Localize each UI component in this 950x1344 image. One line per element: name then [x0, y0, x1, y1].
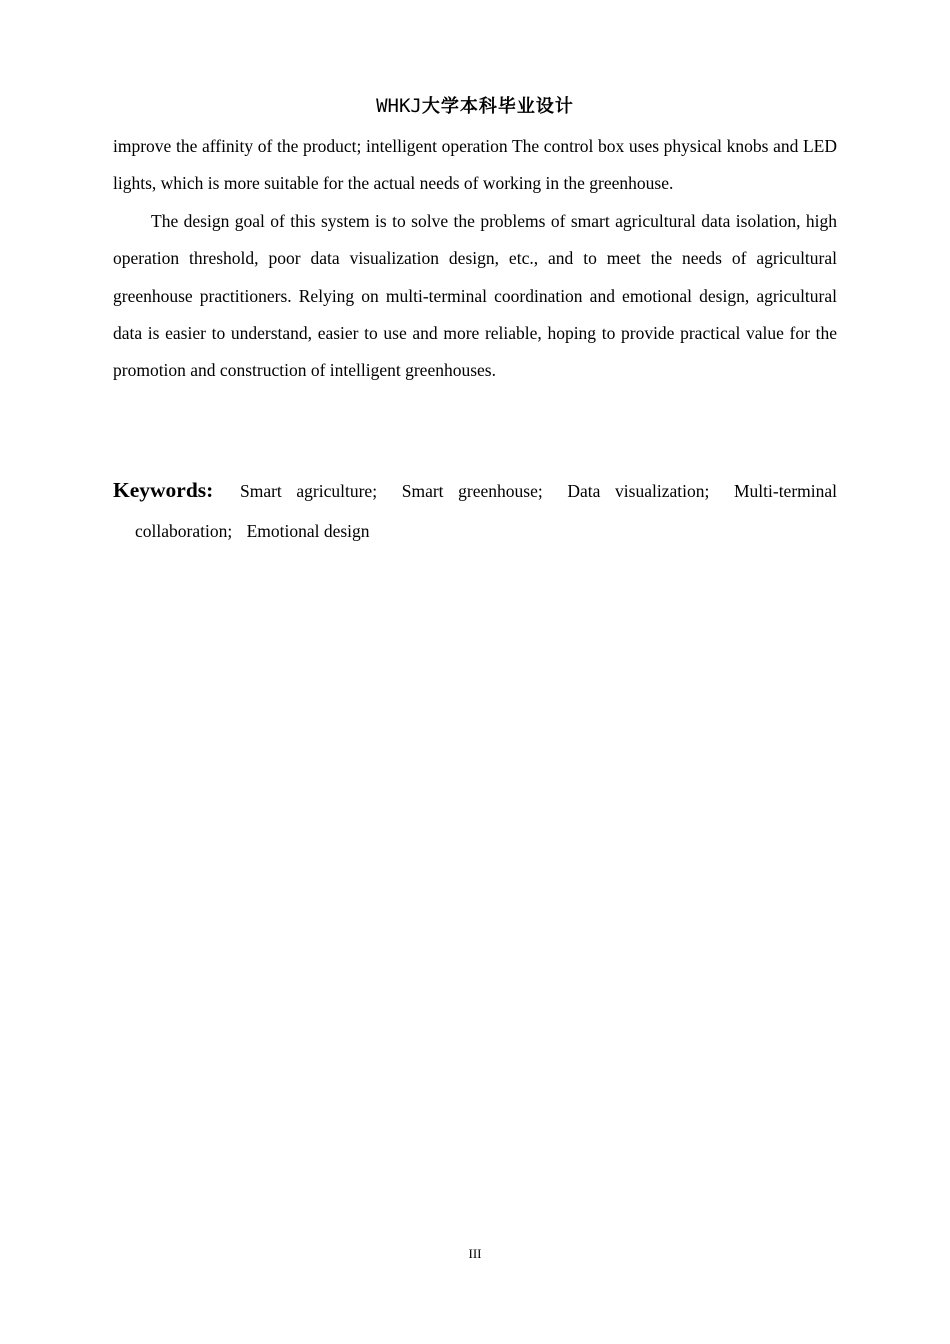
keyword-item: Multi-terminal: [733, 481, 838, 501]
header-chinese: 大学本科毕业设计: [421, 96, 574, 117]
abstract-body: [113, 128, 837, 390]
keywords-line: [113, 470, 837, 512]
keyword-item: collaboration;: [135, 521, 233, 541]
keyword-item: Smart agriculture;: [239, 481, 378, 501]
paragraph: improve the affinity of the product; intelligent operation The control box uses physical knobs and LED lights, which is more suitable for the actual needs of working in the greenhouse.: [113, 136, 837, 194]
paragraph: The design goal of this system is to solve the problems of smart agricultural data isolation, high operation threshold, poor data visualization design, etc., and to meet the needs of agricultural greenhouse practitioners. Relying on multi-terminal coordination and emotional design, agricultural data is easier to understand, easier to use and more reliable, hoping to provide practical value for the promotion and construction of intelligent greenhouses.: [113, 210, 837, 381]
keyword-item: Emotional design: [246, 521, 370, 541]
page-number: III: [468, 1246, 482, 1261]
keywords-line-continued: [135, 511, 835, 552]
page-header: [0, 92, 950, 118]
keywords-label: Keywords:: [113, 478, 214, 502]
keyword-item: Data visualization;: [567, 481, 710, 501]
keyword-item: Smart greenhouse;: [401, 481, 543, 501]
header-latin: WHKJ: [376, 95, 422, 117]
